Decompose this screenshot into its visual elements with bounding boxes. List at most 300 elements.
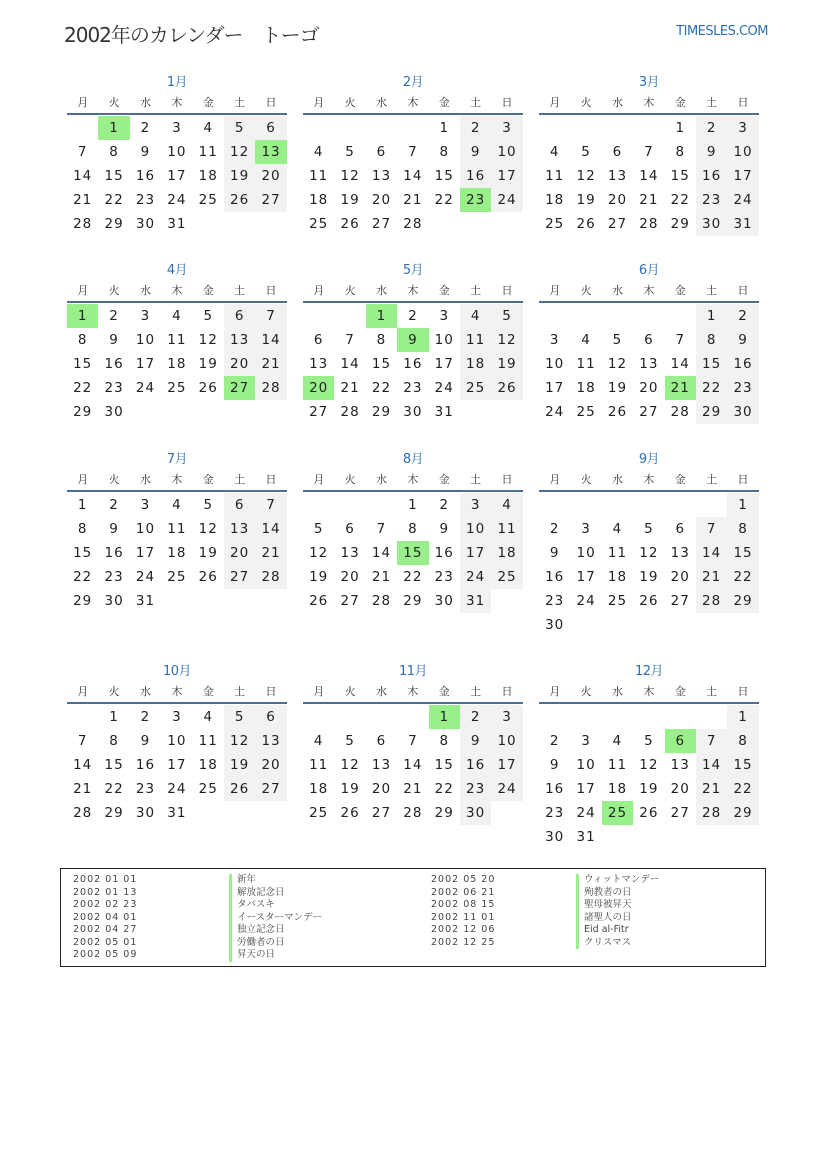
day-cell[interactable]: 13 xyxy=(371,168,392,184)
day-cell[interactable]: 26 xyxy=(607,404,628,420)
day-cell[interactable]: 11 xyxy=(309,168,329,184)
day-cell[interactable]: 23 xyxy=(545,805,565,821)
day-cell[interactable]: 14 xyxy=(73,168,93,184)
day-cell[interactable]: 24 xyxy=(135,569,156,585)
day-cell[interactable]: 18 xyxy=(167,545,187,561)
day-cell[interactable]: 3 xyxy=(581,521,591,537)
day-cell[interactable]: 18 xyxy=(491,541,522,565)
day-cell[interactable]: 13 xyxy=(255,140,286,164)
day-cell[interactable]: 8 xyxy=(439,733,450,749)
day-cell[interactable]: 28 xyxy=(255,376,286,400)
day-cell[interactable]: 5 xyxy=(203,308,214,324)
day-cell[interactable]: 25 xyxy=(491,565,522,589)
day-cell[interactable]: 16 xyxy=(434,545,454,561)
site-logo[interactable]: TIMESLES.COM xyxy=(676,24,768,39)
day-cell[interactable]: 15 xyxy=(397,541,428,565)
day-cell[interactable]: 26 xyxy=(639,805,659,821)
day-cell[interactable]: 18 xyxy=(607,569,628,585)
day-cell[interactable]: 20 xyxy=(255,164,286,188)
day-cell[interactable]: 27 xyxy=(309,404,329,420)
day-cell[interactable]: 15 xyxy=(434,757,454,773)
day-cell[interactable]: 26 xyxy=(639,593,659,609)
day-cell[interactable]: 18 xyxy=(576,380,596,396)
day-cell[interactable]: 21 xyxy=(371,569,392,585)
day-cell[interactable]: 16 xyxy=(460,164,491,188)
day-cell[interactable]: 19 xyxy=(224,753,255,777)
day-cell[interactable]: 4 xyxy=(203,120,214,136)
day-cell[interactable]: 9 xyxy=(397,328,428,352)
day-cell[interactable]: 14 xyxy=(73,757,93,773)
day-cell[interactable]: 14 xyxy=(255,517,286,541)
day-cell[interactable]: 22 xyxy=(104,192,124,208)
day-cell[interactable]: 8 xyxy=(675,144,686,160)
day-cell[interactable]: 1 xyxy=(696,304,727,328)
day-cell[interactable]: 3 xyxy=(140,308,151,324)
day-cell[interactable]: 21 xyxy=(696,565,727,589)
day-cell[interactable]: 27 xyxy=(670,593,690,609)
day-cell[interactable]: 31 xyxy=(135,593,156,609)
day-cell[interactable]: 7 xyxy=(255,493,286,517)
day-cell[interactable]: 2 xyxy=(408,308,418,324)
day-cell[interactable]: 18 xyxy=(607,781,628,797)
day-cell[interactable]: 24 xyxy=(727,188,758,212)
day-cell[interactable]: 24 xyxy=(576,593,596,609)
day-cell[interactable]: 8 xyxy=(77,332,88,348)
day-cell[interactable]: 28 xyxy=(696,589,727,613)
day-cell[interactable]: 13 xyxy=(224,517,255,541)
day-cell[interactable]: 26 xyxy=(224,777,255,801)
day-cell[interactable]: 11 xyxy=(309,757,329,773)
day-cell[interactable]: 22 xyxy=(73,380,93,396)
day-cell[interactable]: 5 xyxy=(345,733,355,749)
day-cell[interactable]: 18 xyxy=(309,781,329,797)
day-cell[interactable]: 7 xyxy=(408,144,418,160)
day-cell[interactable]: 30 xyxy=(135,805,156,821)
day-cell[interactable]: 4 xyxy=(491,493,522,517)
day-cell[interactable]: 7 xyxy=(77,144,88,160)
day-cell[interactable]: 6 xyxy=(313,332,324,348)
day-cell[interactable]: 30 xyxy=(135,216,156,232)
day-cell[interactable]: 23 xyxy=(434,569,454,585)
day-cell[interactable]: 3 xyxy=(140,497,151,513)
day-cell[interactable]: 30 xyxy=(460,801,491,825)
day-cell[interactable]: 7 xyxy=(675,332,686,348)
day-cell[interactable]: 15 xyxy=(104,168,124,184)
day-cell[interactable]: 27 xyxy=(639,404,659,420)
day-cell[interactable]: 25 xyxy=(167,569,187,585)
day-cell[interactable]: 20 xyxy=(607,192,628,208)
day-cell[interactable]: 22 xyxy=(727,777,758,801)
day-cell[interactable]: 23 xyxy=(403,380,423,396)
day-cell[interactable]: 13 xyxy=(224,328,255,352)
day-cell[interactable]: 24 xyxy=(545,404,565,420)
day-cell[interactable]: 22 xyxy=(696,376,727,400)
day-cell[interactable]: 30 xyxy=(104,404,124,420)
day-cell[interactable]: 5 xyxy=(313,521,324,537)
day-cell[interactable]: 1 xyxy=(408,497,418,513)
day-cell[interactable]: 20 xyxy=(340,569,360,585)
day-cell[interactable]: 15 xyxy=(434,168,454,184)
day-cell[interactable]: 17 xyxy=(491,164,522,188)
day-cell[interactable]: 11 xyxy=(491,517,522,541)
day-cell[interactable]: 22 xyxy=(104,781,124,797)
day-cell[interactable]: 9 xyxy=(460,140,491,164)
day-cell[interactable]: 8 xyxy=(696,328,727,352)
day-cell[interactable]: 12 xyxy=(607,356,628,372)
day-cell[interactable]: 26 xyxy=(576,216,596,232)
day-cell[interactable]: 24 xyxy=(135,380,156,396)
day-cell[interactable]: 20 xyxy=(224,541,255,565)
day-cell[interactable]: 3 xyxy=(491,116,522,140)
day-cell[interactable]: 11 xyxy=(198,733,218,749)
day-cell[interactable]: 6 xyxy=(675,521,686,537)
day-cell[interactable]: 21 xyxy=(696,777,727,801)
day-cell[interactable]: 23 xyxy=(696,188,727,212)
day-cell[interactable]: 27 xyxy=(224,565,255,589)
day-cell[interactable]: 11 xyxy=(576,356,596,372)
day-cell[interactable]: 16 xyxy=(727,352,758,376)
day-cell[interactable]: 23 xyxy=(727,376,758,400)
day-cell[interactable]: 9 xyxy=(140,733,151,749)
day-cell[interactable]: 20 xyxy=(255,753,286,777)
day-cell[interactable]: 13 xyxy=(309,356,329,372)
day-cell[interactable]: 16 xyxy=(403,356,423,372)
day-cell[interactable]: 27 xyxy=(255,777,286,801)
day-cell[interactable]: 29 xyxy=(73,404,93,420)
day-cell[interactable]: 30 xyxy=(403,404,423,420)
day-cell[interactable]: 19 xyxy=(491,352,522,376)
day-cell[interactable]: 18 xyxy=(198,168,218,184)
day-cell[interactable]: 16 xyxy=(545,781,565,797)
day-cell[interactable]: 24 xyxy=(434,380,454,396)
day-cell[interactable]: 9 xyxy=(109,521,119,537)
day-cell[interactable]: 8 xyxy=(376,332,387,348)
day-cell[interactable]: 20 xyxy=(371,781,392,797)
day-cell[interactable]: 17 xyxy=(434,356,454,372)
day-cell[interactable]: 13 xyxy=(670,757,690,773)
day-cell[interactable]: 7 xyxy=(696,729,727,753)
day-cell[interactable]: 1 xyxy=(109,709,119,725)
day-cell[interactable]: 6 xyxy=(665,729,696,753)
day-cell[interactable]: 4 xyxy=(172,497,182,513)
day-cell[interactable]: 30 xyxy=(727,400,758,424)
day-cell[interactable]: 17 xyxy=(167,168,187,184)
day-cell[interactable]: 13 xyxy=(670,545,690,561)
day-cell[interactable]: 19 xyxy=(198,356,218,372)
day-cell[interactable]: 7 xyxy=(345,332,355,348)
day-cell[interactable]: 2 xyxy=(439,497,450,513)
day-cell[interactable]: 24 xyxy=(167,781,187,797)
day-cell[interactable]: 18 xyxy=(460,352,491,376)
day-cell[interactable]: 10 xyxy=(491,140,522,164)
day-cell[interactable]: 17 xyxy=(576,781,596,797)
day-cell[interactable]: 15 xyxy=(696,352,727,376)
day-cell[interactable]: 25 xyxy=(607,593,628,609)
day-cell[interactable]: 16 xyxy=(460,753,491,777)
day-cell[interactable]: 10 xyxy=(167,144,187,160)
day-cell[interactable]: 12 xyxy=(198,332,218,348)
day-cell[interactable]: 21 xyxy=(639,192,659,208)
day-cell[interactable]: 22 xyxy=(670,192,690,208)
day-cell[interactable]: 16 xyxy=(135,757,156,773)
day-cell[interactable]: 26 xyxy=(340,216,360,232)
day-cell[interactable]: 3 xyxy=(549,332,560,348)
day-cell[interactable]: 8 xyxy=(727,729,758,753)
day-cell[interactable]: 14 xyxy=(670,356,690,372)
day-cell[interactable]: 25 xyxy=(460,376,491,400)
day-cell[interactable]: 28 xyxy=(340,404,360,420)
day-cell[interactable]: 10 xyxy=(491,729,522,753)
day-cell[interactable]: 16 xyxy=(545,569,565,585)
day-cell[interactable]: 5 xyxy=(203,497,214,513)
day-cell[interactable]: 7 xyxy=(77,733,88,749)
day-cell[interactable]: 13 xyxy=(371,757,392,773)
day-cell[interactable]: 25 xyxy=(545,216,565,232)
day-cell[interactable]: 11 xyxy=(460,328,491,352)
day-cell[interactable]: 19 xyxy=(639,781,659,797)
day-cell[interactable]: 6 xyxy=(224,493,255,517)
day-cell[interactable]: 10 xyxy=(135,521,156,537)
day-cell[interactable]: 20 xyxy=(670,781,690,797)
day-cell[interactable]: 1 xyxy=(429,705,460,729)
day-cell[interactable]: 2 xyxy=(696,116,727,140)
day-cell[interactable]: 3 xyxy=(439,308,450,324)
day-cell[interactable]: 5 xyxy=(581,144,591,160)
day-cell[interactable]: 31 xyxy=(727,212,758,236)
day-cell[interactable]: 16 xyxy=(104,545,124,561)
day-cell[interactable]: 10 xyxy=(434,332,454,348)
day-cell[interactable]: 20 xyxy=(670,569,690,585)
day-cell[interactable]: 29 xyxy=(104,805,124,821)
day-cell[interactable]: 4 xyxy=(172,308,182,324)
day-cell[interactable]: 27 xyxy=(670,805,690,821)
day-cell[interactable]: 5 xyxy=(224,705,255,729)
day-cell[interactable]: 14 xyxy=(696,753,727,777)
day-cell[interactable]: 18 xyxy=(309,192,329,208)
day-cell[interactable]: 11 xyxy=(167,332,187,348)
day-cell[interactable]: 15 xyxy=(73,356,93,372)
day-cell[interactable]: 20 xyxy=(639,380,659,396)
day-cell[interactable]: 2 xyxy=(140,120,151,136)
day-cell[interactable]: 25 xyxy=(309,805,329,821)
day-cell[interactable]: 29 xyxy=(670,216,690,232)
day-cell[interactable]: 4 xyxy=(549,144,560,160)
day-cell[interactable]: 2 xyxy=(109,497,119,513)
day-cell[interactable]: 22 xyxy=(434,192,454,208)
day-cell[interactable]: 30 xyxy=(434,593,454,609)
day-cell[interactable]: 30 xyxy=(696,212,727,236)
day-cell[interactable]: 8 xyxy=(109,144,119,160)
day-cell[interactable]: 24 xyxy=(491,777,522,801)
day-cell[interactable]: 9 xyxy=(109,332,119,348)
day-cell[interactable]: 12 xyxy=(576,168,596,184)
day-cell[interactable]: 27 xyxy=(340,593,360,609)
day-cell[interactable]: 17 xyxy=(576,569,596,585)
day-cell[interactable]: 28 xyxy=(639,216,659,232)
day-cell[interactable]: 6 xyxy=(255,705,286,729)
day-cell[interactable]: 22 xyxy=(403,569,423,585)
day-cell[interactable]: 28 xyxy=(255,565,286,589)
day-cell[interactable]: 27 xyxy=(224,376,255,400)
day-cell[interactable]: 29 xyxy=(696,400,727,424)
day-cell[interactable]: 21 xyxy=(340,380,360,396)
day-cell[interactable]: 9 xyxy=(549,545,560,561)
day-cell[interactable]: 3 xyxy=(172,709,182,725)
day-cell[interactable]: 6 xyxy=(612,144,623,160)
day-cell[interactable]: 22 xyxy=(434,781,454,797)
day-cell[interactable]: 8 xyxy=(109,733,119,749)
day-cell[interactable]: 7 xyxy=(644,144,654,160)
day-cell[interactable]: 28 xyxy=(403,805,423,821)
day-cell[interactable]: 22 xyxy=(73,569,93,585)
day-cell[interactable]: 25 xyxy=(309,216,329,232)
day-cell[interactable]: 12 xyxy=(491,328,522,352)
day-cell[interactable]: 24 xyxy=(167,192,187,208)
day-cell[interactable]: 19 xyxy=(309,569,329,585)
day-cell[interactable]: 18 xyxy=(545,192,565,208)
day-cell[interactable]: 30 xyxy=(545,617,565,633)
day-cell[interactable]: 1 xyxy=(98,116,129,140)
day-cell[interactable]: 11 xyxy=(167,521,187,537)
day-cell[interactable]: 10 xyxy=(576,757,596,773)
day-cell[interactable]: 16 xyxy=(104,356,124,372)
day-cell[interactable]: 12 xyxy=(224,729,255,753)
day-cell[interactable]: 12 xyxy=(309,545,329,561)
day-cell[interactable]: 6 xyxy=(255,116,286,140)
day-cell[interactable]: 29 xyxy=(104,216,124,232)
day-cell[interactable]: 21 xyxy=(255,352,286,376)
day-cell[interactable]: 17 xyxy=(135,545,156,561)
day-cell[interactable]: 21 xyxy=(255,541,286,565)
day-cell[interactable]: 25 xyxy=(198,781,218,797)
day-cell[interactable]: 30 xyxy=(545,829,565,845)
day-cell[interactable]: 28 xyxy=(403,216,423,232)
day-cell[interactable]: 4 xyxy=(313,144,324,160)
day-cell[interactable]: 16 xyxy=(135,168,156,184)
day-cell[interactable]: 1 xyxy=(366,304,397,328)
day-cell[interactable]: 14 xyxy=(371,545,392,561)
day-cell[interactable]: 26 xyxy=(309,593,329,609)
day-cell[interactable]: 31 xyxy=(434,404,454,420)
day-cell[interactable]: 28 xyxy=(371,593,392,609)
day-cell[interactable]: 15 xyxy=(727,753,758,777)
day-cell[interactable]: 5 xyxy=(491,304,522,328)
day-cell[interactable]: 4 xyxy=(313,733,324,749)
day-cell[interactable]: 19 xyxy=(340,781,360,797)
day-cell[interactable]: 12 xyxy=(198,521,218,537)
day-cell[interactable]: 1 xyxy=(727,705,758,729)
day-cell[interactable]: 29 xyxy=(73,593,93,609)
day-cell[interactable]: 5 xyxy=(612,332,623,348)
day-cell[interactable]: 12 xyxy=(340,168,360,184)
day-cell[interactable]: 14 xyxy=(639,168,659,184)
day-cell[interactable]: 5 xyxy=(644,521,654,537)
day-cell[interactable]: 6 xyxy=(376,144,387,160)
day-cell[interactable]: 2 xyxy=(460,705,491,729)
day-cell[interactable]: 7 xyxy=(376,521,387,537)
day-cell[interactable]: 23 xyxy=(135,192,156,208)
day-cell[interactable]: 22 xyxy=(727,565,758,589)
day-cell[interactable]: 5 xyxy=(644,733,654,749)
day-cell[interactable]: 2 xyxy=(549,733,560,749)
day-cell[interactable]: 26 xyxy=(198,569,218,585)
day-cell[interactable]: 23 xyxy=(460,777,491,801)
day-cell[interactable]: 8 xyxy=(727,517,758,541)
day-cell[interactable]: 17 xyxy=(167,757,187,773)
day-cell[interactable]: 17 xyxy=(460,541,491,565)
day-cell[interactable]: 3 xyxy=(172,120,182,136)
day-cell[interactable]: 1 xyxy=(67,304,98,328)
day-cell[interactable]: 1 xyxy=(675,120,686,136)
day-cell[interactable]: 10 xyxy=(135,332,156,348)
day-cell[interactable]: 2 xyxy=(140,709,151,725)
day-cell[interactable]: 8 xyxy=(408,521,418,537)
day-cell[interactable]: 12 xyxy=(224,140,255,164)
day-cell[interactable]: 23 xyxy=(135,781,156,797)
day-cell[interactable]: 21 xyxy=(665,376,696,400)
day-cell[interactable]: 4 xyxy=(203,709,214,725)
day-cell[interactable]: 26 xyxy=(198,380,218,396)
day-cell[interactable]: 21 xyxy=(73,192,93,208)
day-cell[interactable]: 9 xyxy=(727,328,758,352)
day-cell[interactable]: 25 xyxy=(167,380,187,396)
day-cell[interactable]: 15 xyxy=(104,757,124,773)
day-cell[interactable]: 6 xyxy=(224,304,255,328)
day-cell[interactable]: 9 xyxy=(439,521,450,537)
day-cell[interactable]: 3 xyxy=(491,705,522,729)
day-cell[interactable]: 17 xyxy=(491,753,522,777)
day-cell[interactable]: 27 xyxy=(255,188,286,212)
day-cell[interactable]: 5 xyxy=(345,144,355,160)
day-cell[interactable]: 12 xyxy=(639,757,659,773)
day-cell[interactable]: 19 xyxy=(639,569,659,585)
day-cell[interactable]: 18 xyxy=(198,757,218,773)
day-cell[interactable]: 25 xyxy=(198,192,218,208)
day-cell[interactable]: 20 xyxy=(303,376,334,400)
day-cell[interactable]: 1 xyxy=(439,120,450,136)
day-cell[interactable]: 21 xyxy=(403,192,423,208)
day-cell[interactable]: 22 xyxy=(371,380,392,396)
day-cell[interactable]: 14 xyxy=(255,328,286,352)
day-cell[interactable]: 25 xyxy=(602,801,633,825)
day-cell[interactable]: 2 xyxy=(727,304,758,328)
day-cell[interactable]: 19 xyxy=(224,164,255,188)
day-cell[interactable]: 25 xyxy=(576,404,596,420)
day-cell[interactable]: 1 xyxy=(727,493,758,517)
day-cell[interactable]: 14 xyxy=(696,541,727,565)
day-cell[interactable]: 23 xyxy=(460,188,491,212)
day-cell[interactable]: 15 xyxy=(371,356,392,372)
day-cell[interactable]: 14 xyxy=(340,356,360,372)
day-cell[interactable]: 23 xyxy=(104,380,124,396)
day-cell[interactable]: 11 xyxy=(198,144,218,160)
day-cell[interactable]: 4 xyxy=(612,733,623,749)
day-cell[interactable]: 17 xyxy=(135,356,156,372)
day-cell[interactable]: 9 xyxy=(460,729,491,753)
day-cell[interactable]: 10 xyxy=(545,356,565,372)
day-cell[interactable]: 29 xyxy=(727,589,758,613)
day-cell[interactable]: 19 xyxy=(340,192,360,208)
day-cell[interactable]: 26 xyxy=(491,376,522,400)
day-cell[interactable]: 13 xyxy=(639,356,659,372)
day-cell[interactable]: 28 xyxy=(73,216,93,232)
day-cell[interactable]: 12 xyxy=(340,757,360,773)
day-cell[interactable]: 14 xyxy=(403,757,423,773)
day-cell[interactable]: 29 xyxy=(727,801,758,825)
day-cell[interactable]: 1 xyxy=(77,497,88,513)
day-cell[interactable]: 23 xyxy=(545,593,565,609)
day-cell[interactable]: 7 xyxy=(255,304,286,328)
